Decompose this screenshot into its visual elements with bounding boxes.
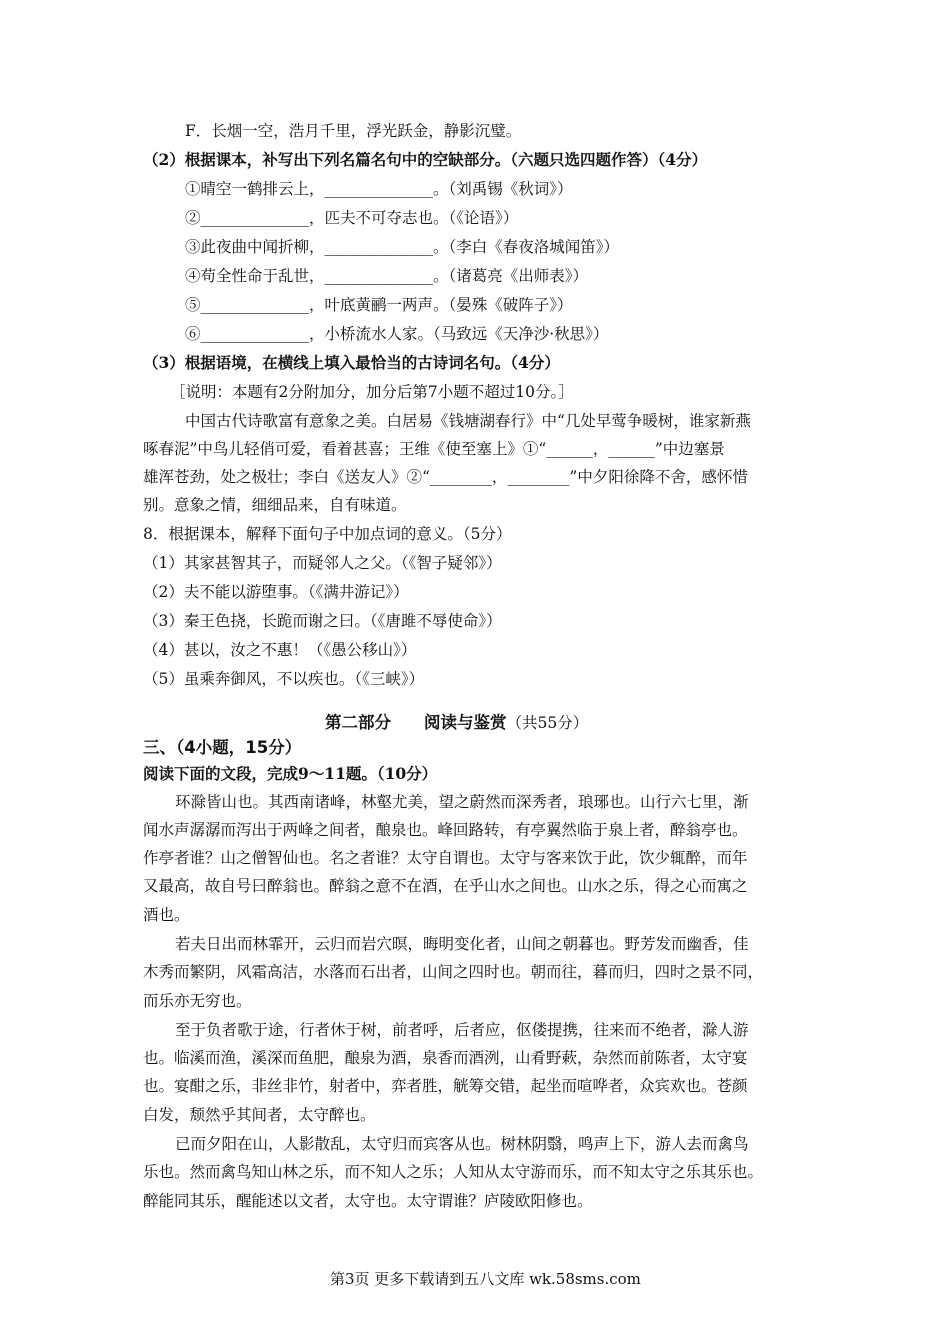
fill-item: ⑥______________，小桥流水人家。（马致远《天净沙·秋思》） [185,325,609,343]
passage-line: 至于负者歌于途，行者休于树，前者呼，后者应，伛偻提携，往来而不绝者，滁人游 [175,1021,749,1039]
q8-item: （4）甚以，汝之不惠！（《愚公移山》） [143,641,417,659]
passage-line: 环滁皆山也。其西南诸峰，林壑尤美，望之蔚然而深秀者，琅琊也。山行六七里，渐 [175,793,749,811]
passage-line: 木秀而繁阴，风霜高洁，水落而石出者，山间之四时也。朝而往，暮而归，四时之景不同， [143,963,764,981]
passage-line: 也。宴酣之乐，非丝非竹，射者中，弈者胜，觥筹交错，起坐而喧哗者，众宾欢也。苍颜 [143,1077,748,1095]
passage-line: 白发，颓然乎其间者，太守醉也。 [143,1106,376,1124]
passage-line: 酒也。 [143,906,190,924]
q8-item: （3）秦王色挠，长跪而谢之曰。（《唐雎不辱使命》） [143,612,502,630]
page-footer: 第3页 更多下载请到五八文库 wk.58sms.com [330,1270,641,1288]
context-line: 雄浑苍劲，处之极壮；李白《送友人》②“________，________”中夕阳徐降不舍，感怀惜 [143,468,748,486]
q8-item: （1）其家甚智其子，而疑邻人之父。（《智子疑邻》） [143,554,502,572]
q8-item: （5）虽乘奔御风，不以疾也。（《三峡》） [143,670,425,688]
q7-part2-title: （2）根据课本，补写出下列名篇名句中的空缺部分。（六题只选四题作答）（4分） [143,150,708,169]
q8-title: 8．根据课本，解释下面句子中加点词的意义。（5分） [143,525,512,543]
q7-part3-title: （3）根据语境，在横线上填入最恰当的古诗词名句。（4分） [143,353,560,372]
option-f: F．长烟一空，浩月千里，浮光跃金，静影沉璧。 [185,122,522,140]
fill-item: ①晴空一鹤排云上，______________。（刘禹锡《秋词》） [185,180,573,198]
passage-line: 又最高，故自号曰醉翁也。醉翁之意不在酒，在乎山水之间也。山水之乐，得之心而寓之 [143,877,748,895]
passage-line: 若夫日出而林霏开，云归而岩穴暝，晦明变化者，山间之朝暮也。野芳发而幽香，佳 [175,935,749,953]
part-two-score: （共55分） [506,714,589,732]
passage-line: 而乐亦无穷也。 [143,992,252,1010]
q8-item: （2）夫不能以游堕事。（《满井游记》） [143,583,409,601]
passage-line: 乐也。然而禽鸟知山林之乐，而不知人之乐；人知从太守游而乐，而不知太守之乐其乐也。 [143,1163,764,1181]
part-two-title: 第二部分 阅读与鉴赏 [325,713,507,732]
passage-line: 闻水声潺潺而泻出于两峰之间者，酿泉也。峰回路转，有亭翼然临于泉上者，醉翁亭也。 [143,821,748,839]
passage-line: 醉能同其乐，醒能述以文者，太守也。太守谓谁？庐陵欧阳修也。 [143,1192,593,1210]
section-three-title: 三、（4小题，15分） [143,738,302,757]
fill-item: ②______________，匹夫不可夺志也。（《论语》） [185,209,519,227]
passage-line: 也。临溪而渔，溪深而鱼肥，酿泉为酒，泉香而酒洌，山肴野蔌，杂然而前陈者，太守宴 [143,1049,748,1067]
reading-instruction: 阅读下面的文段，完成9～11题。（10分） [143,764,438,783]
fill-item: ③此夜曲中闻折柳，______________。（李白《春夜洛城闻笛》） [185,238,620,256]
q7-part3-note: ［说明：本题有2分附加分，加分后第7小题不超过10分。］ [170,383,574,401]
passage-line: 已而夕阳在山，人影散乱，太守归而宾客从也。树林阴翳，鸣声上下，游人去而禽鸟 [175,1135,749,1153]
context-line: 中国古代诗歌富有意象之美。白居易《钱塘湖春行》中“几处早莺争暖树，谁家新燕 [185,412,751,430]
part-two-heading [325,713,588,733]
context-line: 啄春泥”中鸟儿轻俏可爱，看着甚喜；王维《使至塞上》①“______，______”中边塞景 [143,440,725,458]
fill-item: ④苟全性命于乱世，______________。（诸葛亮《出师表》） [185,267,589,285]
passage-line: 作亭者谁？山之僧智仙也。名之者谁？太守自谓也。太守与客来饮于此，饮少辄醉，而年 [143,849,748,867]
context-line: 别。意象之情，细细品来，自有味道。 [143,496,407,514]
fill-item: ⑤______________，叶底黄鹂一两声。（晏殊《破阵子》） [185,296,573,314]
